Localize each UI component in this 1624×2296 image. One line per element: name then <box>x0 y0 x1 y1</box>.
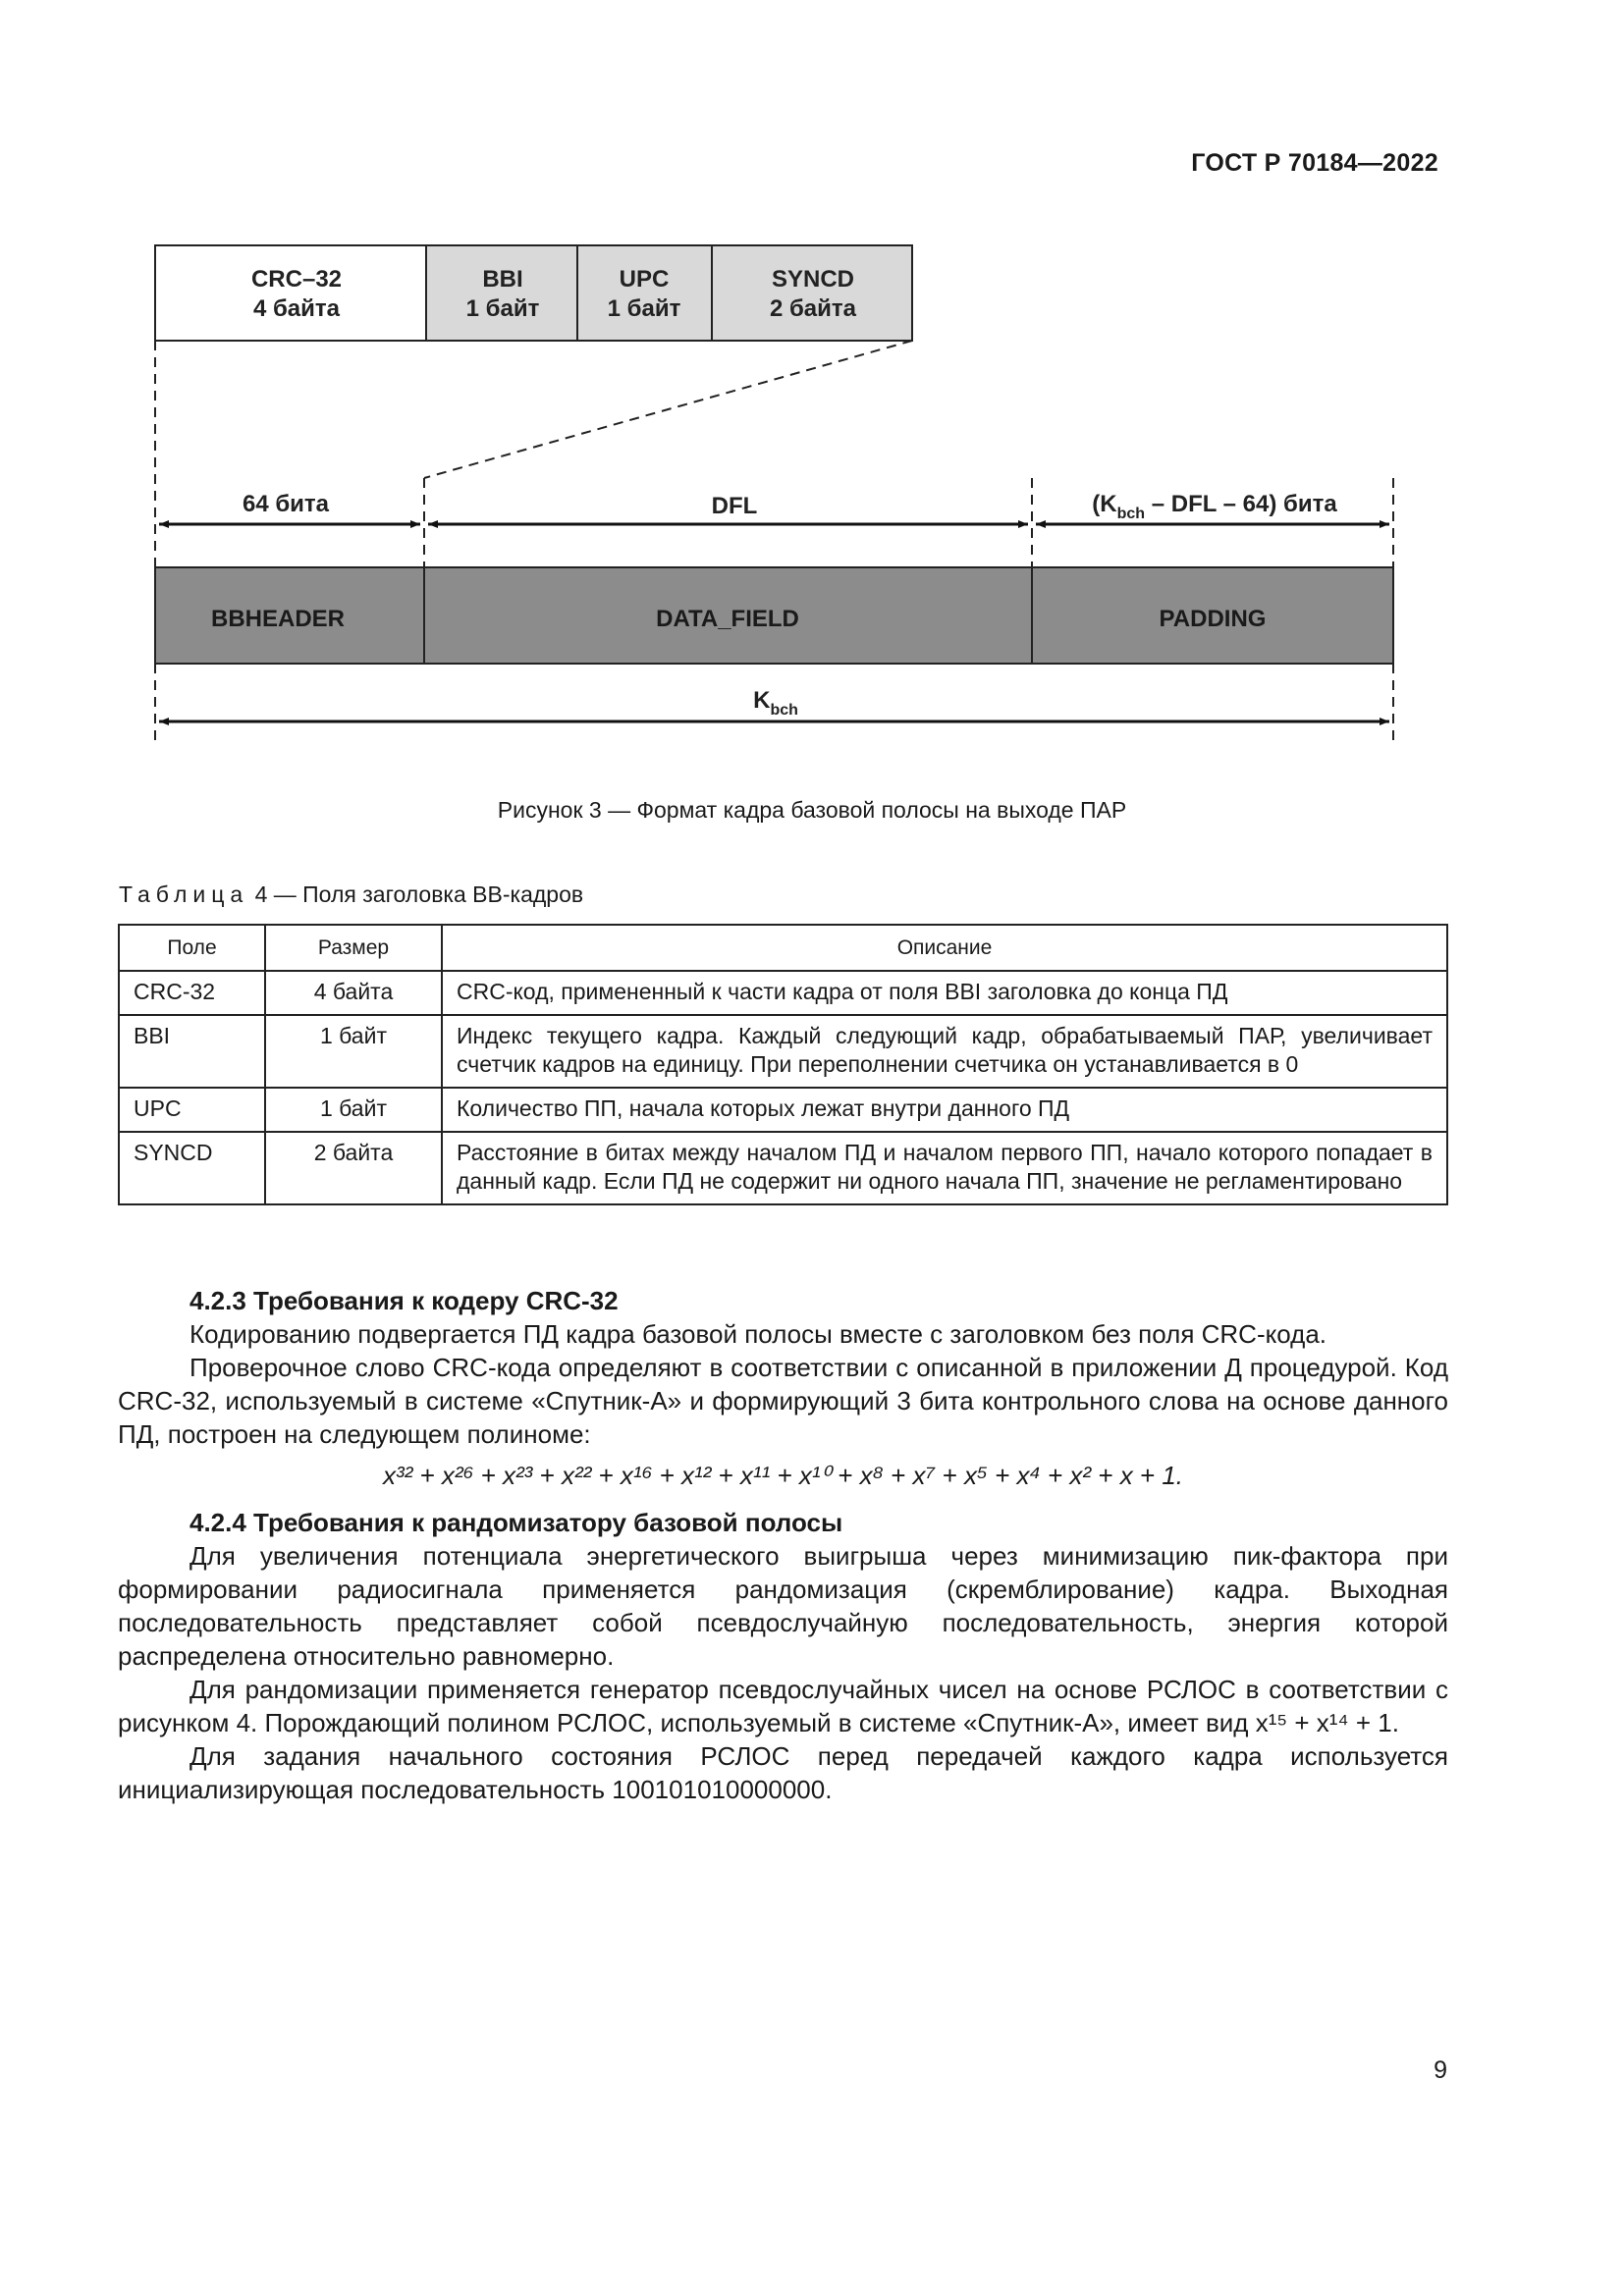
field-cell: SYNCD <box>119 1132 265 1204</box>
table-title: Таблица 4 — Поля заголовка BB-кадров <box>119 881 584 907</box>
size-cell: 1 байт <box>265 1088 442 1132</box>
table-row <box>119 1015 1447 1088</box>
bb-frame <box>155 567 1393 664</box>
bb-frame-figure <box>0 0 1624 785</box>
crc32-name: CRC–32 <box>250 266 343 293</box>
table-row <box>119 971 1447 1015</box>
paragraph: Проверочное слово CRC-кода определяют в соответствии с описанной в приложении Д процедурой. Код CRC-32, используемый в системе «Спутник-А» и формирующий 3 бита контрольного слова на основе данного ПД, построен на следующем полиноме: <box>118 1353 1448 1449</box>
projection-lines <box>155 341 1393 744</box>
body-text <box>118 1284 1448 1806</box>
table-row <box>119 1132 1447 1204</box>
size-cell: 4 байта <box>265 971 442 1015</box>
paragraph: Кодированию подвергается ПД кадра базовой полосы вместе с заголовком без поля CRC-кода. <box>189 1319 1327 1349</box>
header-bits-label: 64 бита <box>242 491 330 517</box>
crc32-box <box>155 245 426 341</box>
col-field-header: Поле <box>119 925 265 971</box>
padding-label: PADDING <box>1159 606 1267 632</box>
padding-length-label: ($K_{bch}$ – DFL – 64) бита <box>1092 491 1337 522</box>
section-4-2-4-heading: 4.2.4 Требования к рандомизатору базовой полосы <box>189 1508 843 1537</box>
syncd-box <box>712 245 912 341</box>
bbheader-label: BBHEADER <box>210 606 346 632</box>
field-cell: UPC <box>119 1088 265 1132</box>
desc-cell: CRC-код, примененный к части кадра от поля BBI заголовка до конца ПД <box>442 971 1447 1015</box>
syncd-name: SYNCD <box>771 266 855 293</box>
bbheader-detail <box>155 245 912 341</box>
kbch-label: $K_{bch}$ <box>753 687 798 719</box>
crc32-polynomial: x³² + x²⁶ + x²³ + x²² + x¹⁶ + x¹² + x¹¹ + x¹⁰ + x⁸ + x⁷ + x⁵ + x⁴ + x² + x + 1. <box>382 1461 1184 1490</box>
desc-cell: Расстояние в битах между началом ПД и началом первого ПП, начало которого попадает в данный кадр. Если ПД не содержит ни одного начала ПП, значение не регламентировано <box>442 1132 1447 1204</box>
upc-name: UPC <box>619 266 670 293</box>
bbi-size: 1 байт <box>465 295 540 322</box>
desc-cell: Индекс текущего кадра. Каждый следующий кадр, обрабатываемый ПАР, увеличивает счетчик кадров на единицу. При переполнении счетчика он устанавливается в 0 <box>442 1015 1447 1088</box>
table-row <box>119 1088 1447 1132</box>
syncd-size: 2 байта <box>769 295 857 322</box>
size-cell: 2 байта <box>265 1132 442 1204</box>
field-cell: CRC-32 <box>119 971 265 1015</box>
col-desc-header: Описание <box>442 925 1447 971</box>
paragraph: Для рандомизации применяется генератор псевдослучайных чисел на основе РСЛОС в соответствии с рисунком 4. Порождающий полином РСЛОС, используемый в системе «Спутник-А», имеет вид x¹⁵ + x¹⁴ + 1. <box>118 1675 1448 1737</box>
field-cell: BBI <box>119 1015 265 1088</box>
col-size-header: Размер <box>265 925 442 971</box>
bb-header-fields-table <box>118 924 1448 1205</box>
data-field-label: DATA_FIELD <box>656 606 799 632</box>
paragraph: Для увеличения потенциала энергетического выигрыша через минимизацию пик-фактора при формировании радиосигнала применяется рандомизация (скремблирование) кадра. Выходная последовательность представляет собой псевдослучайную последовательность, энергия которой распределена относительно равномерно. <box>118 1541 1448 1671</box>
document-code: ГОСТ Р 70184—2022 <box>1191 149 1438 177</box>
desc-cell: Количество ПП, начала которых лежат внутри данного ПД <box>442 1088 1447 1132</box>
figure-caption: Рисунок 3 — Формат кадра базовой полосы на выходе ПАР <box>497 797 1127 823</box>
crc32-size: 4 байта <box>252 295 341 322</box>
paragraph: Для задания начального состояния РСЛОС перед передачей каждого кадра используется инициализирующая последовательность 100101010000000. <box>118 1741 1448 1804</box>
table-header-row <box>119 925 1447 971</box>
bbi-box <box>426 245 577 341</box>
upc-box <box>577 245 712 341</box>
upc-size: 1 байт <box>607 295 681 322</box>
page-number: 9 <box>1434 2056 1447 2084</box>
section-4-2-3-heading: 4.2.3 Требования к кодеру CRC-32 <box>189 1286 619 1315</box>
bbi-name: BBI <box>482 266 523 293</box>
dfl-label: DFL <box>711 493 758 519</box>
size-cell: 1 байт <box>265 1015 442 1088</box>
